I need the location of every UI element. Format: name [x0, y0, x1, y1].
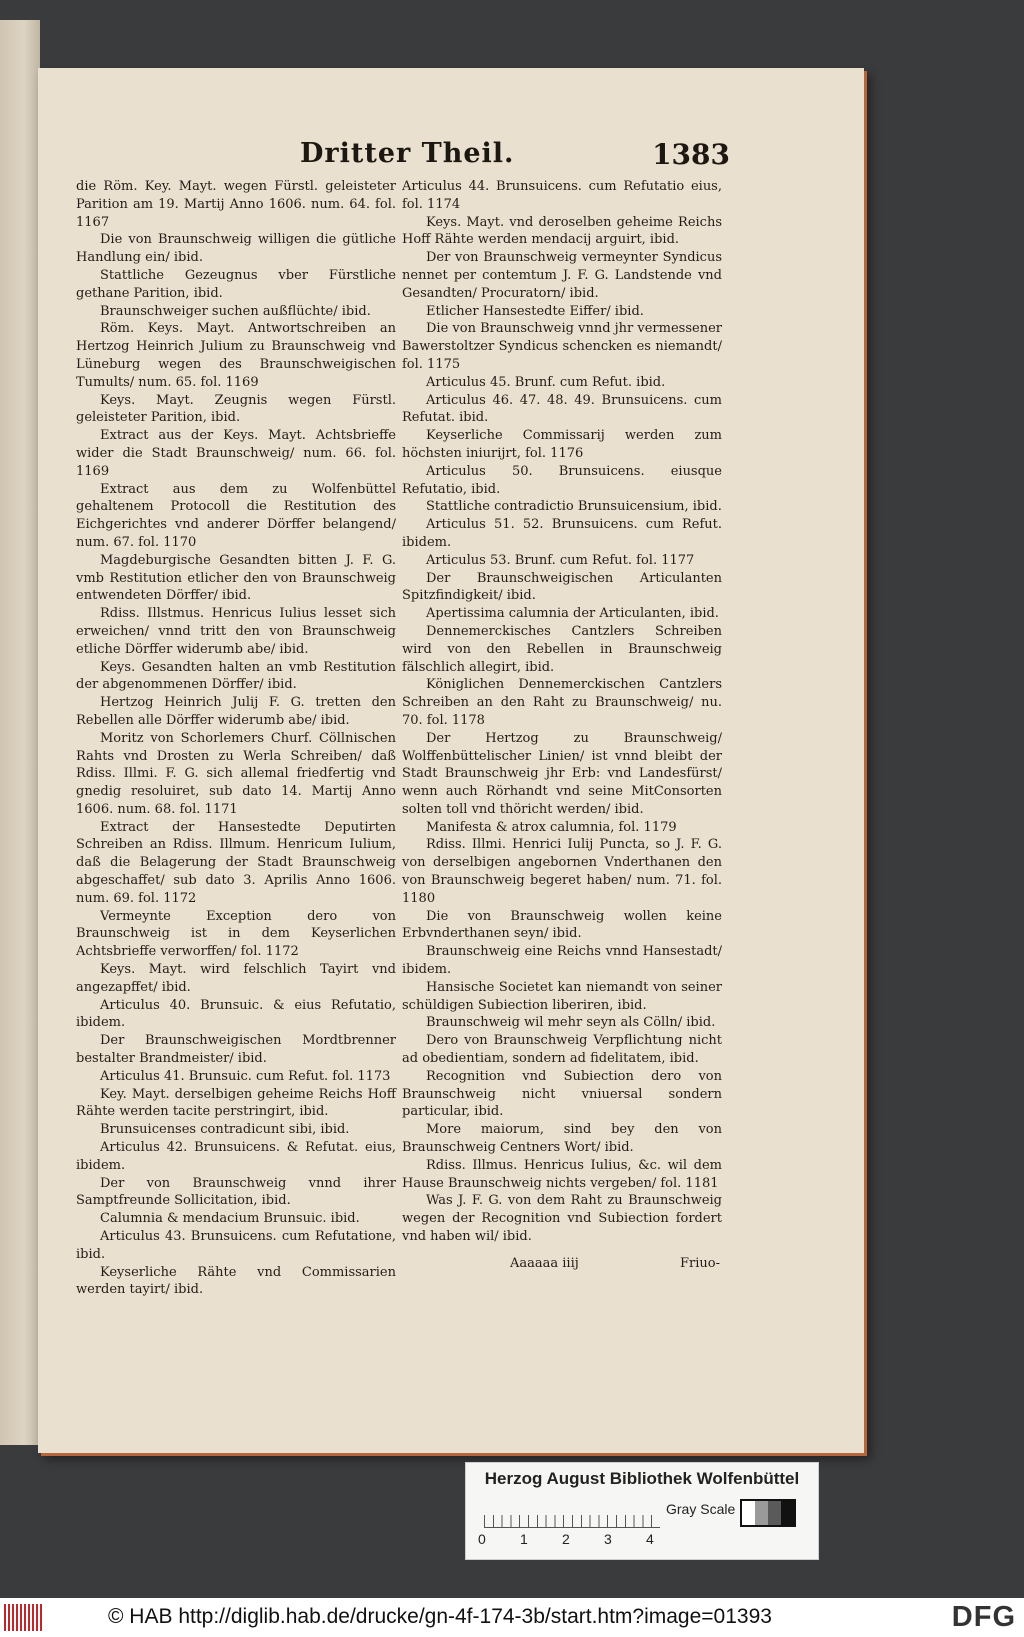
- index-entry: Keys. Mayt. wird felschlich Tayirt vnd angezapffet/ ibid.: [76, 962, 396, 995]
- running-head: [300, 138, 730, 174]
- index-entry: Key. Mayt. derselbigen geheime Reichs Hoff Rähte werden tacite perstringirt, ibid.: [76, 1086, 396, 1120]
- ruler-number: 3: [604, 1531, 612, 1547]
- index-entry: Die von Braunschweig wollen keine Erbvnderthanen seyn/ ibid.: [402, 908, 722, 942]
- index-entry: Der von Braunschweig vermeynter Syndicus nennet per contemtum J. F. G. Landstende vnd Gesandten/ Procuratorn/ ibid.: [402, 250, 722, 301]
- signature-line: [400, 1256, 720, 1276]
- barcode-icon: [4, 1604, 44, 1631]
- index-entry: Dero von Braunschweig Verpflichtung nicht ad obedientiam, sondern ad fidelitatem, ibid.: [402, 1033, 722, 1067]
- index-entry: Apertissima calumnia der Articulanten, ibid.: [426, 606, 719, 622]
- index-entry: Keyserliche Rähte vnd Commissarien werden tayirt/ ibid.: [76, 1264, 396, 1298]
- index-entry: Rdiss. Illmus. Henricus Iulius, &c. wil dem Hause Braunschweig nichts vergeben/ fol. 1181: [402, 1157, 722, 1191]
- gray-scale-label: Gray Scale: [666, 1501, 736, 1517]
- scale-card-title: Herzog August Bibliothek Wolfenbüttel: [484, 1469, 800, 1488]
- ruler: [484, 1501, 660, 1528]
- index-entry: Articulus 40. Brunsuic. & eius Refutatio, ibidem.: [76, 997, 396, 1031]
- index-entry: Vermeynte Exception dero von Braunschweig ist in dem Keyserlichen Achtsbrieffe verworffen/ fol. 1172: [76, 908, 396, 960]
- index-entry: Articulus 46. 47. 48. 49. Brunsuicens. cum Refutat. ibid.: [402, 392, 722, 426]
- index-entry: Keys. Mayt. Zeugnis wegen Fürstl. geleisteter Parition, ibid.: [76, 392, 396, 426]
- index-entry: Brunsuicenses contradicunt sibi, ibid.: [100, 1122, 350, 1138]
- index-entry: Rdiss. Illstmus. Henricus Iulius lesset sich erweichen/ vnnd tritt den von Braunschweig etliche Dörffer widerumb abe/ ibid.: [76, 606, 396, 657]
- page-number: 1383: [652, 138, 730, 171]
- index-entry: Die von Braunschweig willigen die gütliche Handlung ein/ ibid.: [76, 232, 396, 266]
- index-entry: die Röm. Key. Mayt. wegen Fürstl. geleisteter Parition am 19. Martij Anno 1606. num. 64. fol. 1167: [76, 179, 396, 230]
- dfg-logo: DFG: [951, 1601, 1016, 1633]
- index-entry: Hansische Societet kan niemandt von seiner schüldigen Subiection liberiren, ibid.: [402, 979, 722, 1013]
- index-entry: Extract aus dem zu Wolfenbüttel gehaltenem Protocoll die Restitution des Eichgerichtes vnd anderer Dörffer belangend/ num. 67. fol. 1170: [76, 481, 396, 550]
- index-entry: Der Hertzog zu Braunschweig/ Wolffenbüttelischer Linien/ ist vnnd bleibt der Stadt Braunschweig jhr Erb: vnd Landesfürst/ wenn auch Rörhandt vnd seine MitConsorten solten toll vnd thöricht werden/ ibid.: [402, 730, 722, 817]
- index-entry: Articulus 45. Brunf. cum Refut. ibid.: [426, 374, 666, 390]
- index-entry: Recognition vnd Subiection dero von Braunschweig nicht vniuersal sondern particular, ibid.: [402, 1068, 722, 1120]
- right-column: [402, 178, 722, 1246]
- index-entry: Manifesta & atrox calumnia, fol. 1179: [426, 819, 677, 835]
- ruler-number: 2: [562, 1531, 570, 1547]
- ruler-number: 1: [520, 1531, 528, 1547]
- running-head-title: Dritter Theil.: [300, 138, 515, 169]
- index-entry: Stattliche Gezeugnus vber Fürstliche gethane Parition, ibid.: [76, 267, 396, 301]
- index-entry: Röm. Keys. Mayt. Antwortschreiben an Hertzog Heinrich Julium zu Braunschweig vnd Lüneburg wegen des Braunschweigischen Tumults/ num. 65. fol. 1169: [76, 321, 396, 390]
- index-entry: Articulus 50. Brunsuicens. eiusque Refutatio, ibid.: [402, 463, 722, 497]
- catchword: Friuo-: [680, 1256, 720, 1271]
- index-entry: Braunschweig eine Reichs vnnd Hansestadt/ ibidem.: [402, 944, 722, 978]
- index-entry: Etlicher Hansestedte Eiffer/ ibid.: [426, 303, 644, 319]
- index-entry: Extract aus der Keys. Mayt. Achtsbrieffe wider die Stadt Braunschweig/ num. 66. fol. 1169: [76, 428, 396, 479]
- index-entry: Moritz von Schorlemers Churf. Cöllnischen Rahts vnd Drosten zu Werla Schreiben/ daß Rdiss. Illmi. F. G. sich allemal friedfertig vnd gnedig resoluiret, sub dato 14. Martij Anno 1606. num. 68. fol. 1171: [76, 730, 396, 817]
- previous-page-edge: [0, 20, 40, 1445]
- index-entry: Keys. Mayt. vnd deroselben geheime Reichs Hoff Rähte werden mendacij arguirt, ibid.: [402, 214, 722, 248]
- index-entry: Der Braunschweigischen Articulanten Spitzfindigkeit/ ibid.: [402, 570, 722, 604]
- ruler-number: 4: [646, 1531, 654, 1547]
- index-entry: Magdeburgische Gesandten bitten J. F. G. vmb Restitution etlicher den von Braunschweig entwendeten Dörffer/ ibid.: [76, 552, 396, 604]
- index-entry: Articulus 42. Brunsuicens. & Refutat. eius, ibidem.: [76, 1140, 396, 1173]
- index-entry: Hertzog Heinrich Julij F. G. tretten den Rebellen alle Dörffer widerumb abe/ ibid.: [76, 695, 396, 728]
- footer-url-text: © HAB http://diglib.hab.de/drucke/gn-4f-174-3b/start.htm?image=01393: [108, 1605, 772, 1628]
- index-entry: Articulus 44. Brunsuicens. cum Refutatio eius, fol. 1174: [402, 179, 722, 212]
- index-entry: Die von Braunschweig vnnd jhr vermessener Bawerstoltzer Syndicus schencken es niemandt/ fol. 1175: [402, 321, 722, 372]
- index-entry: Der Braunschweigischen Mordtbrenner bestalter Brandmeister/ ibid.: [76, 1033, 396, 1067]
- index-entry: Braunschweig wil mehr seyn als Cölln/ ibid.: [426, 1015, 716, 1031]
- index-entry: Articulus 43. Brunsuicens. cum Refutatione, ibid.: [76, 1229, 396, 1262]
- index-entry: Königlichen Dennemerckischen Cantzlers Schreiben an den Raht zu Braunschweig/ nu. 70. fol. 1178: [402, 677, 722, 728]
- index-entry: Rdiss. Illmi. Henrici Iulij Puncta, so J. F. G. von derselbigen angebornen Vnderthanen den von Braunschweig begeret haben/ num. 71. fol. 1180: [402, 837, 722, 906]
- index-entry: Dennemerckisches Cantzlers Schreiben wird von den Rebellen in Braunschweig fälschlich allegirt, ibid.: [402, 623, 722, 675]
- left-column: [76, 178, 396, 1299]
- gray-scale-swatch: [740, 1499, 796, 1527]
- index-entry: Extract der Hansestedte Deputirten Schreiben an Rdiss. Illmum. Henricum Iulium, daß die Belagerung der Stadt Braunschweig abgeschaffet/ sub dato 3. Aprilis Anno 1606. num. 69. fol. 1172: [76, 819, 396, 906]
- index-entry: Articulus 41. Brunsuic. cum Refut. fol. 1173: [100, 1068, 391, 1084]
- index-entry: Der von Braunschweig vnnd ihrer Samptfreunde Sollicitation, ibid.: [76, 1175, 396, 1209]
- index-entry: Articulus 53. Brunf. cum Refut. fol. 1177: [426, 552, 695, 568]
- color-scale-card: [465, 1462, 819, 1560]
- ruler-numbers: [478, 1531, 678, 1549]
- index-entry: Calumnia & mendacium Brunsuic. ibid.: [100, 1211, 360, 1227]
- index-entry: Braunschweiger suchen außflüchte/ ibid.: [100, 303, 371, 319]
- ruler-number: 0: [478, 1531, 486, 1547]
- footer-bar: [0, 1598, 1024, 1637]
- index-entry: Keys. Gesandten halten an vmb Restitution der abgenommenen Dörffer/ ibid.: [76, 659, 396, 693]
- index-entry: Articulus 51. 52. Brunsuicens. cum Refut. ibidem.: [402, 517, 722, 550]
- index-entry: Was J. F. G. von dem Raht zu Braunschweig wegen der Recognition vnd Subiection fordert vnd haben wil/ ibid.: [402, 1193, 722, 1245]
- signature-mark: Aaaaaa iiij: [510, 1256, 579, 1271]
- index-entry: Keyserliche Commissarij werden zum höchsten iniurijrt, fol. 1176: [402, 428, 722, 461]
- index-entry: Stattliche contradictio Brunsuicensium, ibid.: [426, 499, 722, 515]
- index-entry: More maiorum, sind bey den von Braunschweig Centners Wort/ ibid.: [402, 1122, 722, 1156]
